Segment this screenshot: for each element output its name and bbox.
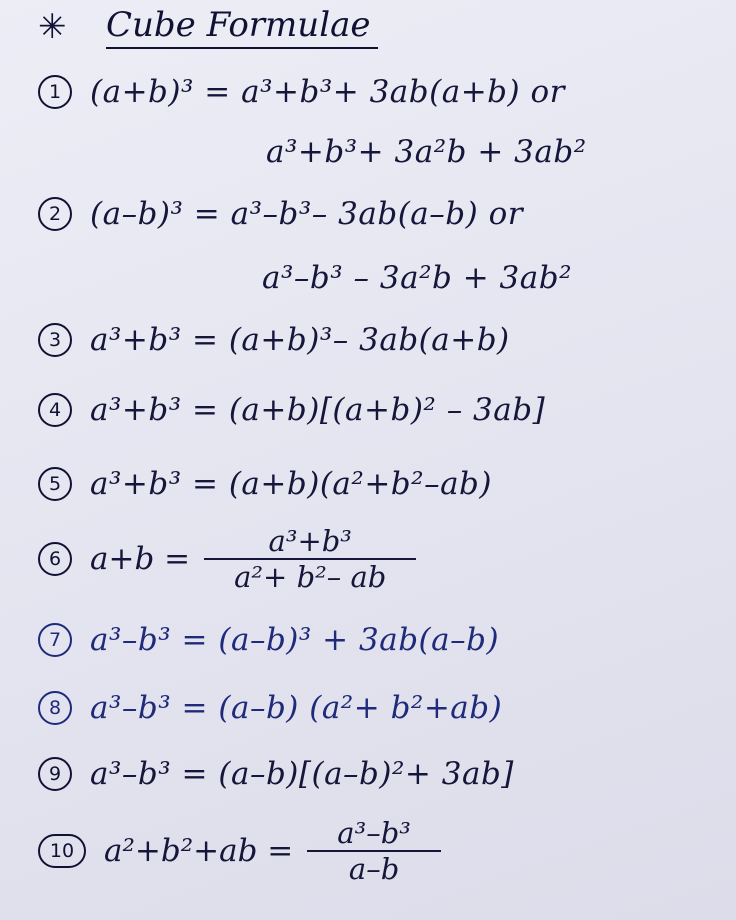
formula-number: 8 — [38, 691, 72, 725]
fraction-denominator: a–b — [348, 852, 400, 886]
formula-expression: (a+b)³ = a³+b³+ 3ab(a+b) or — [90, 74, 565, 110]
formula-5 — [38, 466, 726, 502]
formula-2 — [38, 196, 726, 232]
formula-9 — [38, 756, 726, 792]
formula-number: 10 — [38, 834, 86, 868]
formula-10 — [38, 816, 441, 886]
formula-number: 7 — [38, 623, 72, 657]
formula-7 — [38, 622, 726, 658]
title-row — [38, 4, 378, 50]
formula-expression: a³+b³ = (a+b)[(a+b)² – 3ab] — [90, 392, 546, 428]
formula-lhs: a+b = — [90, 541, 191, 577]
formula-3 — [38, 322, 726, 358]
formula-expression: a³+b³ = (a+b)(a²+b²–ab) — [90, 466, 492, 502]
formula-1 — [38, 74, 726, 110]
formula-6 — [38, 524, 416, 594]
formula-number: 6 — [38, 542, 72, 576]
formula-number: 2 — [38, 197, 72, 231]
formula-lhs: a²+b²+ab = — [104, 833, 294, 869]
fraction-numerator: a³–b³ — [337, 816, 411, 850]
fraction — [307, 816, 441, 886]
formula-expression: a³–b³ = (a–b)[(a–b)²+ 3ab] — [90, 756, 514, 792]
formula-expression: a³–b³ = (a–b)³ + 3ab(a–b) — [90, 622, 500, 658]
formula-4 — [38, 392, 726, 428]
formula-number: 9 — [38, 757, 72, 791]
formula-expression: a³+b³ = (a+b)³– 3ab(a+b) — [90, 322, 510, 358]
fraction-numerator: a³+b³ — [268, 524, 352, 558]
formula-number: 4 — [38, 393, 72, 427]
formula-number: 5 — [38, 467, 72, 501]
asterisk-icon: ✳ — [38, 7, 67, 47]
formula-expression: a³–b³ = (a–b) (a²+ b²+ab) — [90, 690, 503, 726]
fraction — [204, 524, 416, 594]
formula-2-alternate: a³–b³ – 3a²b + 3ab² — [262, 260, 573, 296]
formula-8 — [38, 690, 726, 726]
page-title: Cube Formulae — [106, 5, 378, 49]
formula-1-alternate: a³+b³+ 3a²b + 3ab² — [266, 134, 587, 170]
fraction-denominator: a²+ b²– ab — [234, 560, 387, 594]
formula-expression: (a–b)³ = a³–b³– 3ab(a–b) or — [90, 196, 524, 232]
formula-number: 3 — [38, 323, 72, 357]
formula-number: 1 — [38, 75, 72, 109]
